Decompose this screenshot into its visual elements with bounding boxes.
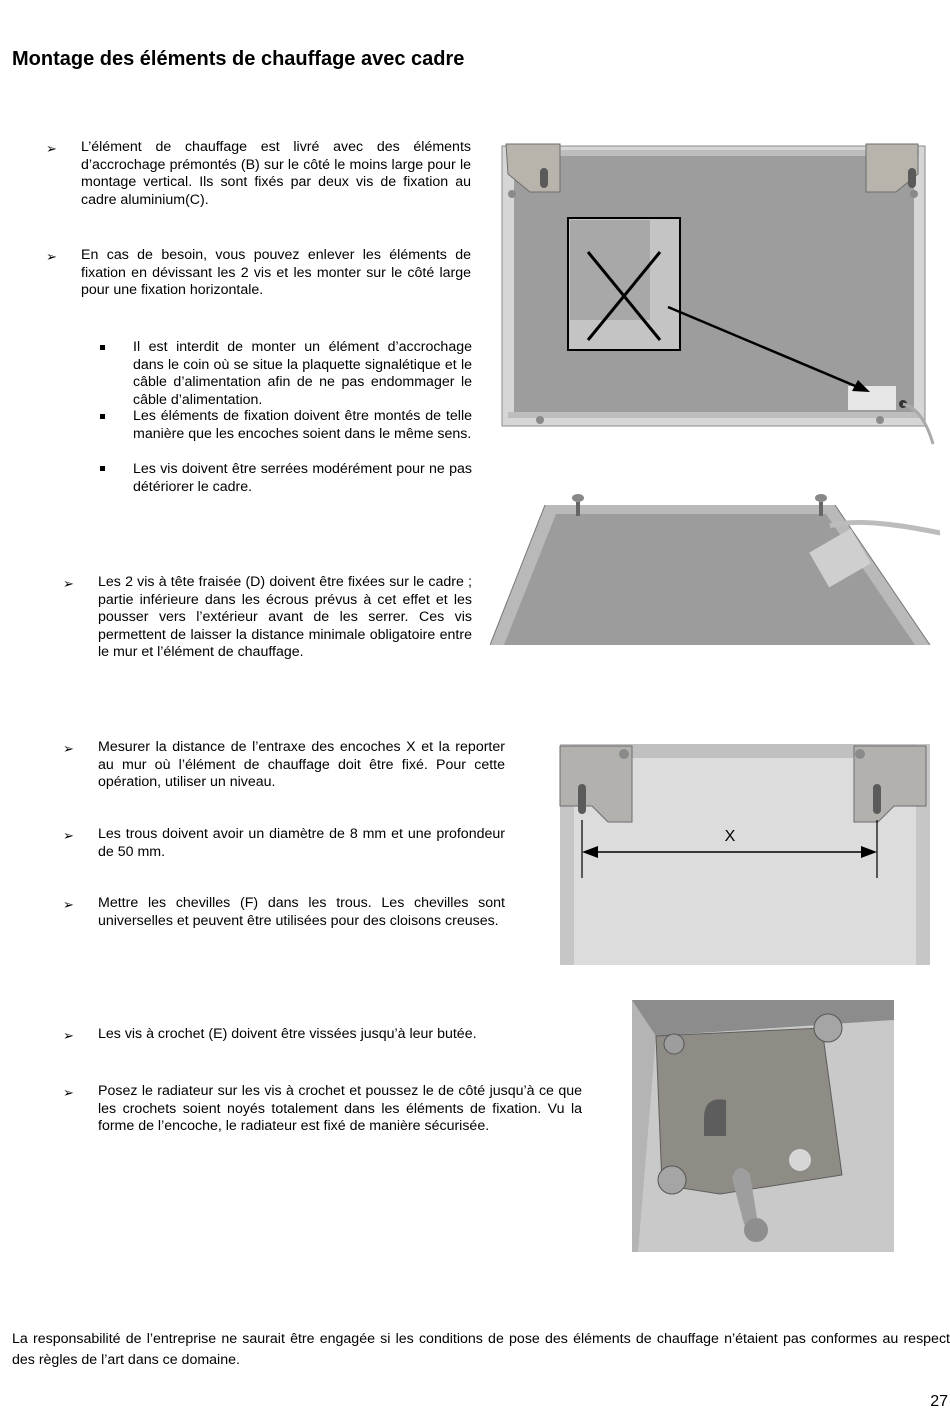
square-bullet-icon xyxy=(100,466,105,471)
dimension-label-x: X xyxy=(724,828,736,845)
heater-frame-figure xyxy=(500,140,940,445)
page-title: Montage des éléments de chauffage avec cadre xyxy=(12,48,465,70)
instruction-paragraph: Les vis à crochet (E) doivent être vissées jusqu’à leur butée. xyxy=(98,1026,477,1042)
instruction-paragraph: Les 2 vis à tête fraisée (D) doivent être fixées sur le cadre ; partie inférieure dans les écrous prévus à cet effet et les pousser vers l’extérieur avant de les serrer. Ces vis permettent de laisser la distance minimale obligatoire entre le mur et l’élément de chauffage. xyxy=(98,574,472,660)
arrow-bullet-icon: ➢ xyxy=(46,141,57,156)
instruction-paragraph: Les trous doivent avoir un diamètre de 8 mm et une profondeur de 50 mm. xyxy=(98,826,505,860)
arrow-bullet-icon: ➢ xyxy=(63,1028,74,1043)
distance-x-figure xyxy=(520,740,930,965)
hook-screw-figure xyxy=(632,1000,894,1252)
warning-paragraph: Les vis doivent être serrées modérément pour ne pas détériorer le cadre. xyxy=(133,461,472,495)
instruction-paragraph: Posez le radiateur sur les vis à crochet et poussez le de côté jusqu’à ce que les crochets soient noyés totalement dans les éléments de fixation. Vu la forme de l’encoche, le radiateur est fixé de manière sécurisée. xyxy=(98,1083,582,1134)
instruction-paragraph: Mesurer la distance de l’entraxe des encoches X et la reporter au mur où l’élément de chauffage doit être fixé. Pour cette opération, utiliser un niveau. xyxy=(98,739,505,790)
arrow-bullet-icon: ➢ xyxy=(63,897,74,912)
countersunk-screws-figure xyxy=(490,490,940,645)
instruction-paragraph: L’élément de chauffage est livré avec des éléments d’accrochage prémontés (B) sur le côté le moins large pour le montage vertical. Ils sont fixés par deux vis de fixation au cadre aluminium(C). xyxy=(81,139,471,208)
arrow-bullet-icon: ➢ xyxy=(63,741,74,756)
warning-paragraph: Les éléments de fixation doivent être montés de telle manière que les encoches soient dans le même sens. xyxy=(133,408,472,442)
arrow-bullet-icon: ➢ xyxy=(63,828,74,843)
square-bullet-icon xyxy=(100,345,105,350)
instruction-paragraph: Mettre les chevilles (F) dans les trous. Les chevilles sont universelles et peuvent être utilisées pour des cloisons creuses. xyxy=(98,895,505,929)
page-number: 27 xyxy=(930,1393,948,1410)
arrow-bullet-icon: ➢ xyxy=(63,1085,74,1100)
square-bullet-icon xyxy=(100,414,105,419)
warning-paragraph: Il est interdit de monter un élément d’accrochage dans le coin où se situe la plaquette signalétique et le câble d’alimentation afin de ne pas endommager le câble d’alimentation. xyxy=(133,339,472,408)
disclaimer-footer: La responsabilité de l’entreprise ne saurait être engagée si les conditions de pose des éléments de chauffage n’étaient pas conformes au respect des règles de l’art dans ce domaine. xyxy=(12,1331,950,1368)
instruction-paragraph: En cas de besoin, vous pouvez enlever les éléments de fixation en dévissant les 2 vis et les monter sur le côté large pour une fixation horizontale. xyxy=(81,247,471,298)
arrow-bullet-icon: ➢ xyxy=(46,249,57,264)
arrow-bullet-icon: ➢ xyxy=(63,576,74,591)
